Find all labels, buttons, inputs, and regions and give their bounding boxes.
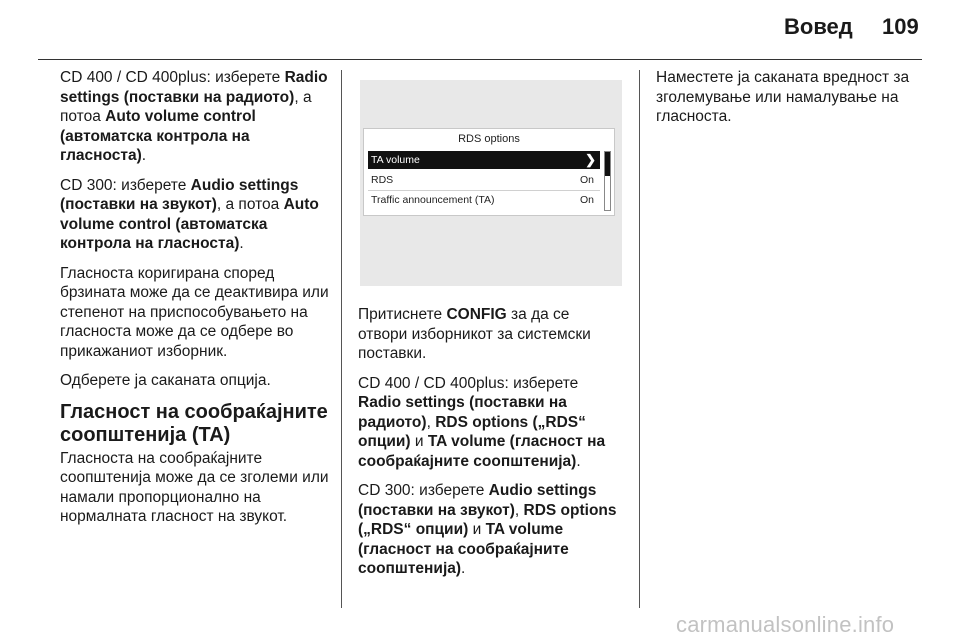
paragraph-cd400-ta-volume: CD 400 / CD 400plus: изберете Radio settings (поставки на радиото), RDS options („RDS“ опции) и TA volume (гласност на сообраќајните соопштенија). bbox=[358, 374, 606, 470]
rds-options-screenshot bbox=[360, 80, 622, 286]
page-header bbox=[0, 0, 960, 60]
paragraph-ta-volume: Гласноста на сообраќајните соопштенија може да се зголеми или намали пропорционално на нормалната гласност на звукот. bbox=[60, 449, 329, 525]
menu-item-label: TA volume bbox=[371, 154, 420, 166]
header-rule bbox=[38, 59, 922, 60]
paragraph-cd300-auto-volume: CD 300: изберете Audio settings (поставки на звукот), а потоа Auto volume control (автоматска контрола на гласноста). bbox=[60, 176, 319, 252]
menu-item-rds[interactable] bbox=[368, 171, 600, 189]
paragraph-cd400-auto-volume: CD 400 / CD 400plus: изберете Radio settings (поставки на радиото), а потоа Auto volume control (автоматска контрола на гласноста). bbox=[60, 69, 328, 164]
scrollbar[interactable] bbox=[604, 151, 611, 211]
paragraph-cd300-ta-volume: CD 300: изберете Audio settings (поставки на звукот), RDS options („RDS“ опции) и TA volume (гласност на сообраќајните соопштенија). bbox=[358, 482, 617, 577]
menu-item-value: On bbox=[579, 194, 594, 206]
paragraph-press-config: Притиснете CONFIG за да се отвори изборникот за системски поставки. bbox=[358, 306, 591, 362]
column-3 bbox=[656, 68, 926, 137]
page-number: 109 bbox=[882, 14, 919, 39]
menu-item-value: On bbox=[579, 174, 594, 186]
menu-item-traffic-announcement[interactable] bbox=[368, 191, 600, 209]
section-title: Вовед bbox=[784, 14, 853, 39]
menu-item-ta-volume[interactable] bbox=[368, 151, 600, 169]
paragraph-choose-option: Одберете ја саканата опција. bbox=[60, 372, 271, 389]
menu-item-label: Traffic announcement (TA) bbox=[371, 194, 495, 206]
column-2 bbox=[358, 305, 618, 589]
ta-volume-heading: Гласност на сообраќајните соопштенија (TA) bbox=[60, 400, 328, 446]
menu-item-label: RDS bbox=[371, 174, 394, 186]
chevron-right-icon: ❯ bbox=[585, 152, 596, 167]
scrollbar-thumb[interactable] bbox=[605, 152, 610, 176]
rds-options-title: RDS options bbox=[458, 133, 520, 145]
column-1 bbox=[60, 68, 335, 537]
rds-options-panel bbox=[363, 128, 615, 216]
column-divider-2 bbox=[639, 70, 640, 608]
watermark: carmanualsonline.info bbox=[676, 612, 895, 637]
column-divider-1 bbox=[341, 70, 342, 608]
paragraph-set-value: Наместете ја саканата вредност за зголемување или намалување на гласноста. bbox=[656, 69, 910, 125]
paragraph-speed-volume: Гласноста коригирана според брзината може да се деактивира или степенот на приспособувањето на гласноста може да се одбере во прикажаниот изборник. bbox=[60, 264, 329, 360]
